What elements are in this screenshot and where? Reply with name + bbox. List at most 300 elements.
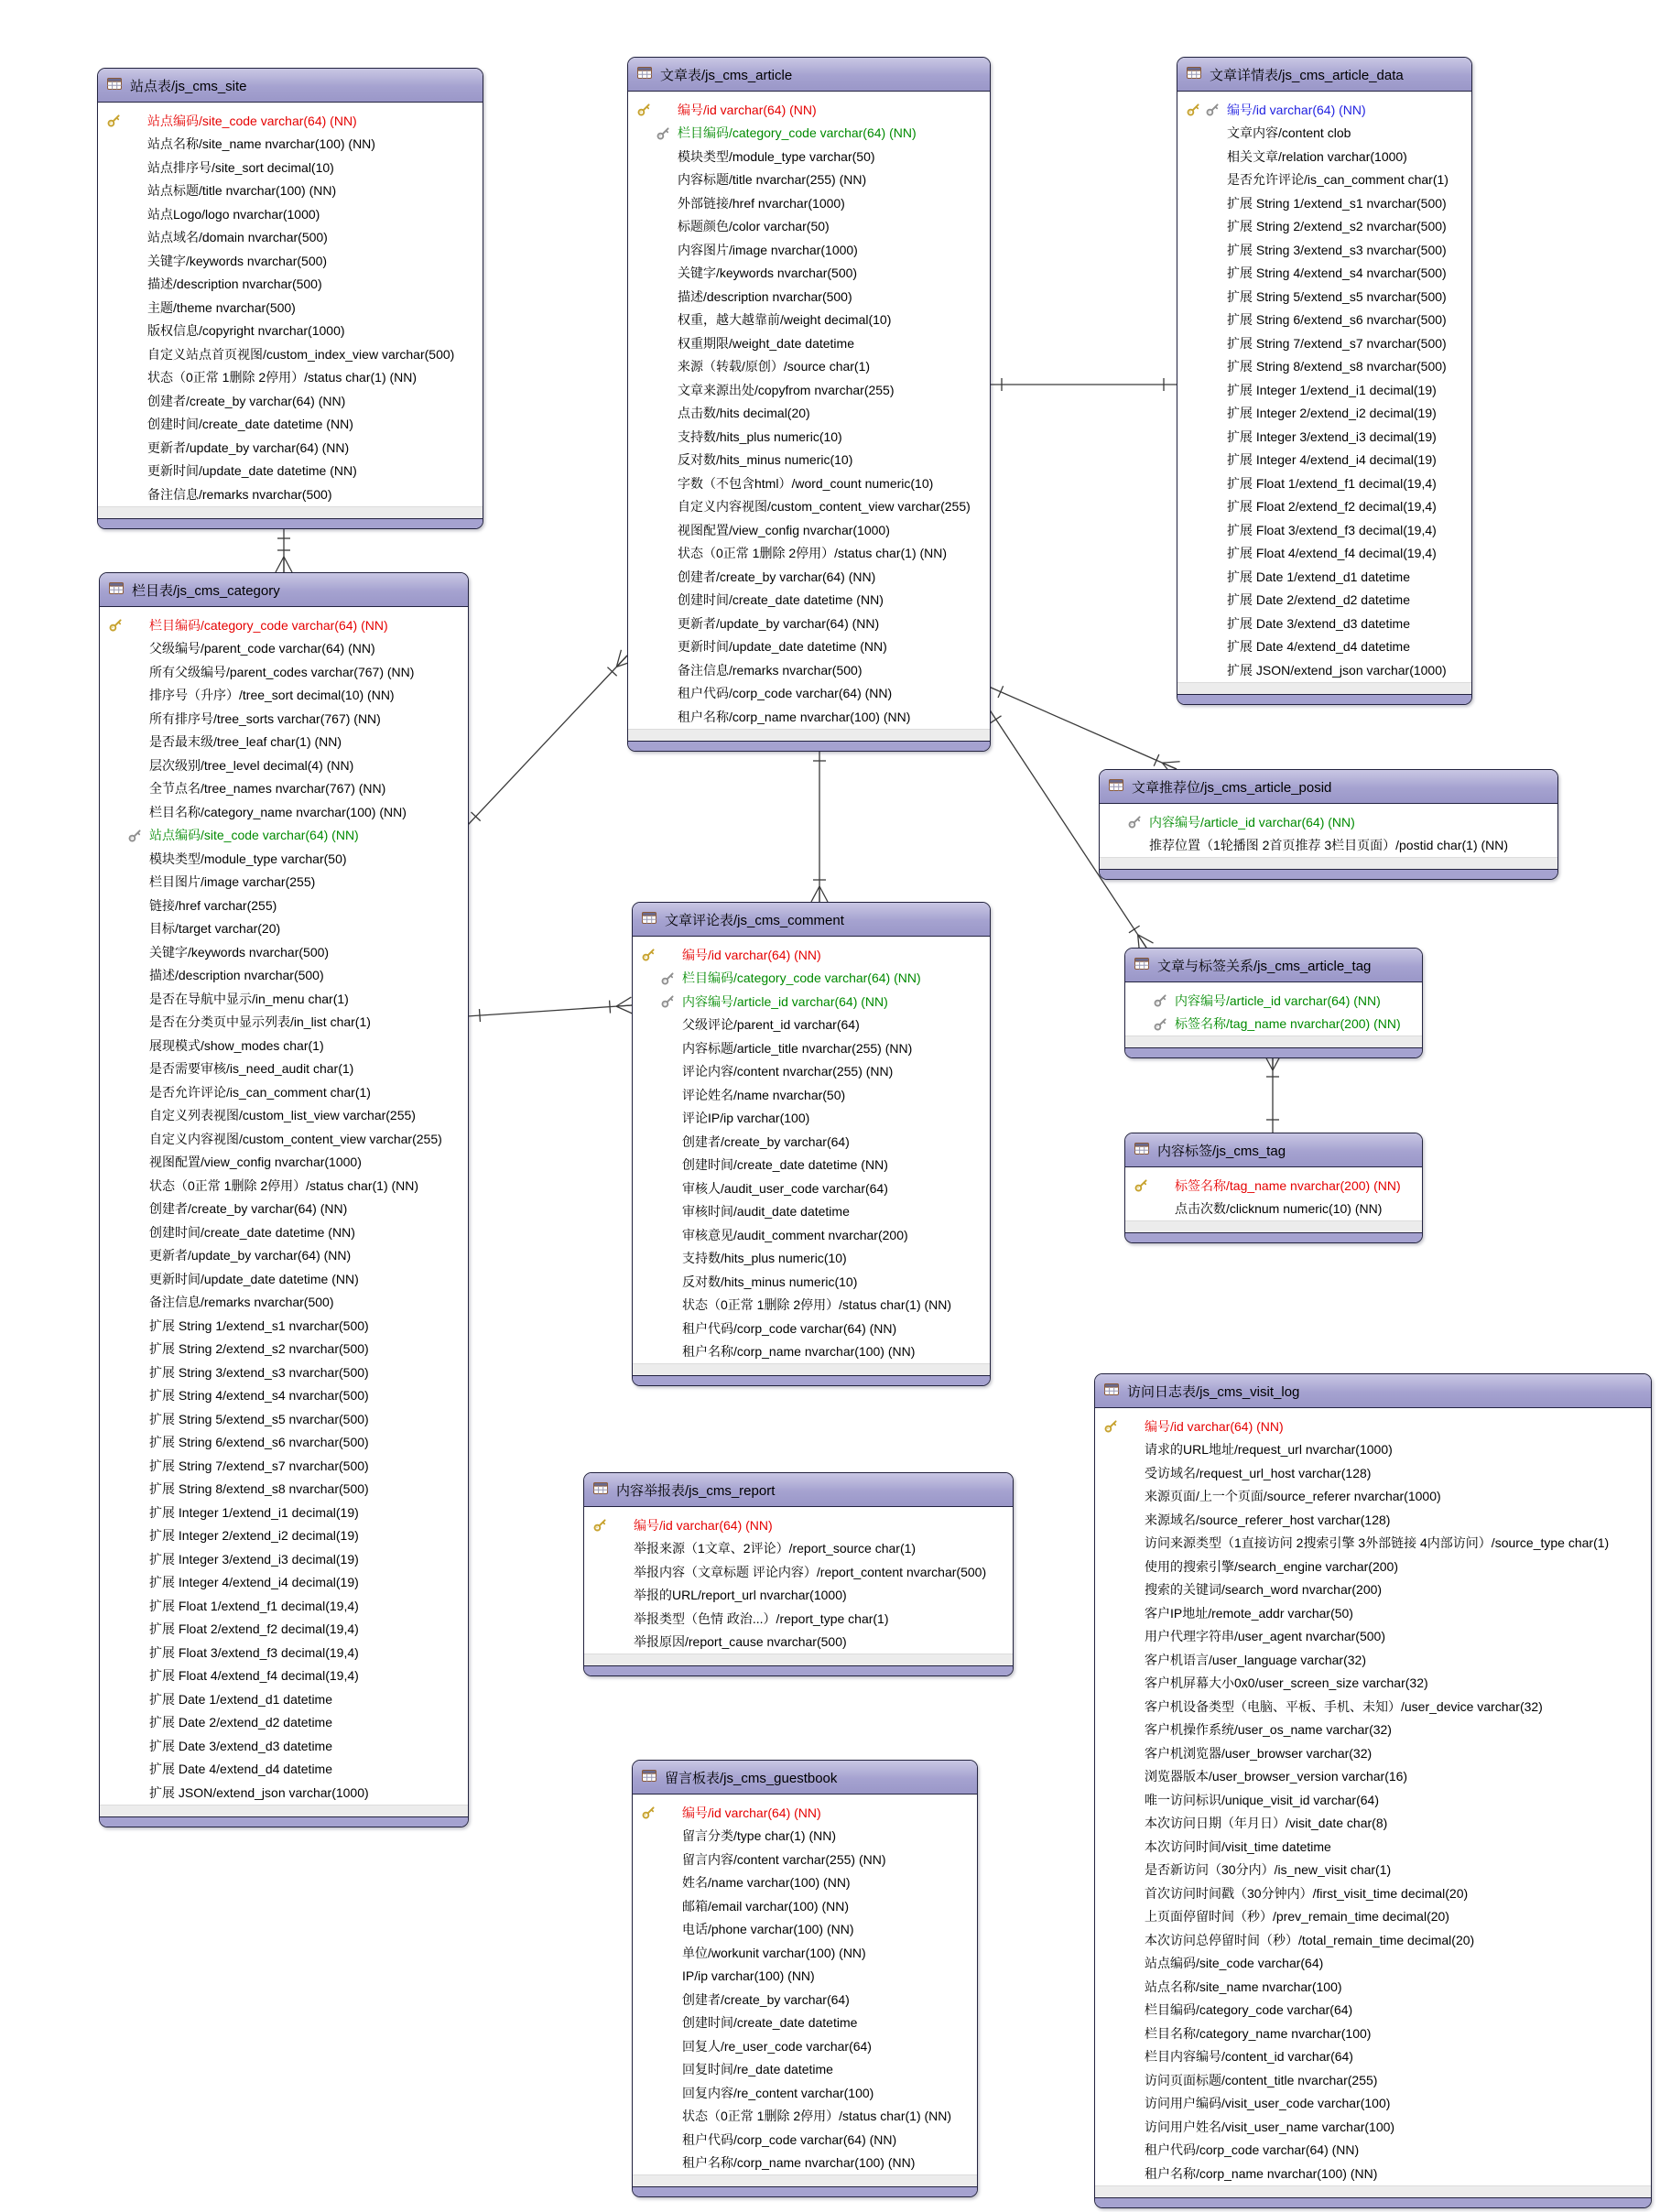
field-row[interactable]	[1095, 1719, 1651, 1742]
key-indicator-cell	[100, 1151, 149, 1175]
field-row[interactable]	[98, 366, 483, 390]
table-header-category[interactable]	[100, 573, 468, 607]
key-indicator-cell	[633, 1107, 682, 1131]
key-indicator-cell	[628, 285, 678, 309]
field-row[interactable]	[628, 425, 990, 449]
field-row[interactable]	[628, 705, 990, 729]
field-row[interactable]	[1177, 98, 1471, 122]
table-field-list	[1125, 1167, 1422, 1220]
field-row[interactable]	[633, 1871, 977, 1895]
field-row[interactable]	[628, 495, 990, 519]
field-row[interactable]	[1177, 635, 1471, 659]
key-indicator-cell	[1177, 98, 1227, 122]
field-row[interactable]	[100, 1454, 468, 1478]
field-row[interactable]	[1095, 1835, 1651, 1859]
field-row[interactable]	[633, 1340, 990, 1364]
field-row[interactable]	[628, 612, 990, 635]
key-indicator-cell	[633, 2011, 682, 2035]
key-indicator-cell	[1095, 1788, 1145, 1812]
field-row[interactable]	[100, 1174, 468, 1198]
field-label: 更新者/update_by varchar(64) (NN)	[147, 439, 350, 455]
key-indicator-cell	[1177, 285, 1227, 309]
field-row[interactable]	[1177, 612, 1471, 635]
field-label: 创建时间/create_date datetime (NN)	[147, 417, 353, 432]
key-indicator-cell	[633, 1154, 682, 1177]
field-row[interactable]	[98, 226, 483, 250]
field-row[interactable]	[1177, 658, 1471, 682]
field-label: 关键字/keywords nvarchar(500)	[678, 266, 858, 281]
field-row[interactable]	[628, 542, 990, 566]
field-row[interactable]	[100, 964, 468, 988]
field-row[interactable]	[633, 2081, 977, 2105]
field-row[interactable]	[633, 2034, 977, 2058]
field-row[interactable]	[1100, 810, 1557, 834]
key-indicator-cell	[98, 483, 147, 506]
key-indicator-cell	[100, 731, 149, 754]
field-row[interactable]	[100, 1080, 468, 1104]
field-row[interactable]	[100, 1384, 468, 1408]
field-row[interactable]	[98, 179, 483, 203]
entity-table-visit_log[interactable]	[1094, 1373, 1652, 2208]
field-row[interactable]	[1095, 1601, 1651, 1625]
field-label: 层次级别/tree_level decimal(4) (NN)	[149, 757, 354, 773]
table-title: 文章表/js_cms_article	[660, 67, 793, 83]
field-row[interactable]	[100, 824, 468, 848]
key-indicator-cell	[628, 682, 678, 706]
field-row[interactable]	[1177, 518, 1471, 542]
field-row[interactable]	[98, 320, 483, 343]
field-label: 扩展 String 4/extend_s4 nvarchar(500)	[1227, 266, 1447, 281]
field-row[interactable]	[1095, 2162, 1651, 2185]
field-row[interactable]	[633, 1294, 990, 1317]
field-label: 扩展 JSON/extend_json varchar(1000)	[149, 1784, 369, 1800]
field-row[interactable]	[628, 238, 990, 262]
field-label: 扩展 Float 1/extend_f1 decimal(19,4)	[1227, 475, 1437, 491]
table-footer-scroll-area	[584, 1654, 1013, 1665]
field-row[interactable]	[633, 1918, 977, 1942]
field-row[interactable]	[633, 1130, 990, 1154]
field-row[interactable]	[100, 1501, 468, 1524]
field-label: 扩展 JSON/extend_json varchar(1000)	[1227, 662, 1447, 678]
key-indicator-cell	[98, 413, 147, 437]
field-label: 站点排序号/site_sort decimal(10)	[147, 159, 334, 175]
field-row[interactable]	[98, 273, 483, 297]
field-row[interactable]	[1177, 145, 1471, 168]
field-row[interactable]	[633, 1154, 990, 1177]
field-row[interactable]	[100, 1361, 468, 1384]
field-row[interactable]	[100, 1641, 468, 1664]
field-row[interactable]	[1177, 472, 1471, 495]
field-row[interactable]	[633, 990, 990, 1014]
key-indicator-cell	[633, 1247, 682, 1271]
field-row[interactable]	[100, 1267, 468, 1291]
field-row[interactable]	[628, 98, 990, 122]
key-indicator-cell	[1095, 1719, 1145, 1742]
field-row[interactable]	[584, 1631, 1013, 1654]
field-row[interactable]	[628, 145, 990, 168]
field-row[interactable]	[1177, 285, 1471, 309]
field-row[interactable]	[1095, 1788, 1651, 1812]
relationship-site-to-category	[276, 526, 292, 572]
field-label: 备注信息/remarks nvarchar(500)	[149, 1295, 334, 1310]
field-row[interactable]	[633, 2128, 977, 2152]
field-row[interactable]	[98, 109, 483, 133]
field-row[interactable]	[633, 1200, 990, 1224]
table-footer-scroll-area	[1125, 1036, 1422, 1047]
field-label: 更新时间/update_date datetime (NN)	[149, 1271, 359, 1286]
field-row[interactable]	[633, 1223, 990, 1247]
field-row[interactable]	[100, 1151, 468, 1175]
field-row[interactable]	[633, 1036, 990, 1060]
key-indicator-cell	[1100, 834, 1149, 858]
field-row[interactable]	[1177, 262, 1471, 286]
table-header-article[interactable]	[628, 58, 990, 92]
entity-table-report[interactable]	[583, 1472, 1014, 1676]
key-indicator-cell	[98, 179, 147, 203]
field-row[interactable]	[1095, 1648, 1651, 1672]
key-indicator-cell	[100, 754, 149, 777]
table-title: 文章推荐位/js_cms_article_posid	[1132, 779, 1332, 796]
field-row[interactable]	[1177, 238, 1471, 262]
field-row[interactable]	[100, 1244, 468, 1268]
field-row[interactable]	[633, 1825, 977, 1849]
field-label: 视图配置/view_config nvarchar(1000)	[149, 1155, 362, 1170]
field-row[interactable]	[1177, 589, 1471, 613]
field-row[interactable]	[100, 1127, 468, 1151]
field-row[interactable]	[1095, 1812, 1651, 1836]
field-row[interactable]	[633, 1083, 990, 1107]
key-indicator-cell	[100, 1104, 149, 1128]
field-row[interactable]	[1095, 1859, 1651, 1882]
field-row[interactable]	[1095, 1438, 1651, 1462]
field-row[interactable]	[100, 637, 468, 661]
field-row[interactable]	[1177, 449, 1471, 472]
key-indicator-cell	[633, 990, 682, 1014]
entity-table-article_data[interactable]	[1177, 57, 1472, 705]
field-row[interactable]	[633, 2105, 977, 2129]
key-indicator-cell	[100, 1220, 149, 1244]
key-indicator-cell	[628, 262, 678, 286]
field-row[interactable]	[633, 1848, 977, 1871]
key-indicator-cell	[1095, 2162, 1145, 2185]
key-indicator-cell	[100, 1618, 149, 1642]
field-row[interactable]	[633, 2058, 977, 2082]
field-row[interactable]	[584, 1513, 1013, 1537]
field-row[interactable]	[98, 156, 483, 179]
field-row[interactable]	[1095, 1952, 1651, 1976]
field-row[interactable]	[100, 1104, 468, 1128]
field-row[interactable]	[100, 1664, 468, 1688]
field-row[interactable]	[1095, 1578, 1651, 1602]
field-row[interactable]	[1095, 2115, 1651, 2139]
entity-table-site[interactable]	[97, 68, 483, 529]
field-row[interactable]	[100, 800, 468, 824]
key-indicator-cell	[1095, 2115, 1145, 2139]
field-row[interactable]	[628, 589, 990, 613]
field-row[interactable]	[1095, 2139, 1651, 2163]
field-row[interactable]	[628, 355, 990, 379]
field-row[interactable]	[1125, 989, 1422, 1013]
field-row[interactable]	[100, 1618, 468, 1642]
key-indicator-cell	[633, 1317, 682, 1340]
field-row[interactable]	[1095, 1555, 1651, 1578]
field-row[interactable]	[633, 1988, 977, 2011]
field-row[interactable]	[100, 894, 468, 917]
table-header-report[interactable]	[584, 1473, 1013, 1507]
primary-key-icon	[642, 948, 656, 964]
table-header-article_tag[interactable]	[1125, 949, 1422, 982]
entity-table-article_tag[interactable]	[1124, 948, 1423, 1058]
field-row[interactable]	[1095, 1485, 1651, 1509]
table-header-article_data[interactable]	[1177, 58, 1471, 92]
field-row[interactable]	[628, 285, 990, 309]
field-row[interactable]	[633, 1317, 990, 1340]
table-title: 留言板表/js_cms_guestbook	[665, 1770, 838, 1786]
field-row[interactable]	[100, 1011, 468, 1035]
field-row[interactable]	[1177, 402, 1471, 426]
field-row[interactable]	[1177, 331, 1471, 355]
table-header-comment[interactable]	[633, 903, 990, 937]
table-field-list	[633, 937, 990, 1363]
key-indicator-cell	[1177, 472, 1227, 495]
field-row[interactable]	[100, 1431, 468, 1455]
key-indicator-cell	[1095, 1975, 1145, 1999]
primary-key-icon	[109, 618, 123, 634]
field-label: 视图配置/view_config nvarchar(1000)	[678, 522, 890, 537]
field-row[interactable]	[1095, 2045, 1651, 2069]
field-row[interactable]	[100, 1547, 468, 1571]
field-row[interactable]	[633, 2152, 977, 2175]
entity-table-category[interactable]	[99, 572, 469, 1827]
field-row[interactable]	[1177, 191, 1471, 215]
field-row[interactable]	[98, 483, 483, 506]
field-row[interactable]	[100, 1734, 468, 1758]
field-label: 评论IP/ip varchar(100)	[682, 1111, 810, 1126]
table-header-article_posid[interactable]	[1100, 770, 1557, 804]
field-label: 扩展 Float 3/extend_f3 decimal(19,4)	[149, 1644, 359, 1660]
field-row[interactable]	[98, 249, 483, 273]
field-row[interactable]	[100, 754, 468, 777]
field-row[interactable]	[98, 342, 483, 366]
field-row[interactable]	[1177, 355, 1471, 379]
field-row[interactable]	[628, 518, 990, 542]
field-row[interactable]	[1095, 2068, 1651, 2092]
field-label: 租户代码/corp_code varchar(64) (NN)	[682, 1320, 897, 1336]
field-row[interactable]	[633, 1941, 977, 1965]
field-row[interactable]	[100, 1687, 468, 1711]
field-row[interactable]	[628, 378, 990, 402]
field-row[interactable]	[100, 660, 468, 684]
field-row[interactable]	[633, 1247, 990, 1271]
field-row[interactable]	[1095, 1975, 1651, 1999]
field-row[interactable]	[628, 635, 990, 659]
field-row[interactable]	[100, 1758, 468, 1782]
key-indicator-cell	[633, 2081, 682, 2105]
field-row[interactable]	[628, 472, 990, 495]
field-row[interactable]	[633, 2011, 977, 2035]
field-row[interactable]	[628, 331, 990, 355]
field-row[interactable]	[1095, 1415, 1651, 1438]
field-row[interactable]	[1177, 168, 1471, 192]
field-row[interactable]	[1177, 309, 1471, 332]
entity-table-comment[interactable]	[632, 902, 991, 1386]
field-row[interactable]	[628, 309, 990, 332]
field-row[interactable]	[1125, 1013, 1422, 1036]
field-row[interactable]	[100, 1034, 468, 1057]
field-row[interactable]	[628, 658, 990, 682]
key-indicator-cell	[100, 894, 149, 917]
field-label: 描述/description nvarchar(500)	[678, 288, 852, 304]
field-row[interactable]	[100, 1291, 468, 1315]
field-row[interactable]	[1125, 1174, 1422, 1198]
entity-table-tag[interactable]	[1124, 1133, 1423, 1243]
field-row[interactable]	[1177, 542, 1471, 566]
field-row[interactable]	[100, 731, 468, 754]
field-row[interactable]	[1095, 1508, 1651, 1532]
field-row[interactable]	[1095, 1532, 1651, 1556]
field-row[interactable]	[633, 1965, 977, 1989]
field-label: 状态（0正常 1删除 2停用）/status char(1) (NN)	[678, 546, 948, 561]
field-row[interactable]	[633, 1801, 977, 1825]
field-row[interactable]	[100, 871, 468, 895]
field-row[interactable]	[633, 1060, 990, 1084]
field-row[interactable]	[100, 1478, 468, 1502]
field-row[interactable]	[100, 847, 468, 871]
field-row[interactable]	[100, 987, 468, 1011]
field-row[interactable]	[100, 1057, 468, 1081]
field-row[interactable]	[628, 122, 990, 146]
field-row[interactable]	[633, 1107, 990, 1131]
field-row[interactable]	[1177, 495, 1471, 519]
field-label: 举报类型（色情 政治...）/report_type char(1)	[634, 1610, 889, 1626]
field-row[interactable]	[98, 460, 483, 483]
key-indicator-cell	[1095, 1741, 1145, 1765]
field-label: 描述/description nvarchar(500)	[149, 968, 324, 983]
table-field-list	[100, 607, 468, 1805]
field-row[interactable]	[1095, 1461, 1651, 1485]
field-row[interactable]	[1177, 215, 1471, 239]
field-row[interactable]	[628, 262, 990, 286]
field-row[interactable]	[100, 613, 468, 637]
field-row[interactable]	[628, 565, 990, 589]
field-row[interactable]	[633, 967, 990, 991]
table-header-guestbook[interactable]	[633, 1761, 977, 1795]
field-row[interactable]	[584, 1607, 1013, 1631]
field-row[interactable]	[98, 389, 483, 413]
field-label: 编号/id varchar(64) (NN)	[678, 102, 817, 117]
field-row[interactable]	[584, 1537, 1013, 1561]
field-row[interactable]	[100, 707, 468, 731]
field-row[interactable]	[100, 1338, 468, 1361]
primary-key-icon	[1187, 103, 1200, 119]
field-row[interactable]	[1125, 1198, 1422, 1221]
field-row[interactable]	[98, 296, 483, 320]
key-indicator-cell	[1177, 612, 1227, 635]
key-indicator-cell	[1125, 1198, 1175, 1221]
field-row[interactable]	[633, 1270, 990, 1294]
field-row[interactable]	[100, 1220, 468, 1244]
field-label: 扩展 String 2/extend_s2 nvarchar(500)	[1227, 219, 1447, 234]
field-row[interactable]	[628, 168, 990, 192]
field-row[interactable]	[100, 1594, 468, 1618]
entity-table-article_posid[interactable]	[1099, 769, 1558, 880]
field-row[interactable]	[633, 1176, 990, 1200]
field-row[interactable]	[1177, 565, 1471, 589]
field-row[interactable]	[584, 1560, 1013, 1584]
field-row[interactable]	[628, 449, 990, 472]
field-row[interactable]	[100, 1711, 468, 1735]
field-row[interactable]	[628, 191, 990, 215]
field-label: 举报原因/report_cause nvarchar(500)	[634, 1634, 847, 1650]
field-row[interactable]	[1095, 1999, 1651, 2022]
field-label: 内容编号/article_id varchar(64) (NN)	[1149, 814, 1355, 830]
field-row[interactable]	[100, 684, 468, 708]
field-row[interactable]	[1177, 378, 1471, 402]
key-indicator-cell	[98, 320, 147, 343]
field-row[interactable]	[1095, 1765, 1651, 1789]
field-row[interactable]	[1095, 2022, 1651, 2045]
field-row[interactable]	[1095, 1695, 1651, 1719]
field-row[interactable]	[1095, 1905, 1651, 1929]
field-row[interactable]	[1095, 1672, 1651, 1696]
field-row[interactable]	[1177, 425, 1471, 449]
field-row[interactable]	[633, 943, 990, 967]
field-row[interactable]	[628, 402, 990, 426]
field-row[interactable]	[100, 1407, 468, 1431]
field-row[interactable]	[100, 940, 468, 964]
entity-table-guestbook[interactable]	[632, 1760, 978, 2197]
field-label: 站点名称/site_name nvarchar(100)	[1145, 1979, 1342, 1994]
field-row[interactable]	[100, 1524, 468, 1548]
table-header-visit_log[interactable]	[1095, 1374, 1651, 1408]
field-label: 扩展 String 8/extend_s8 nvarchar(500)	[1227, 359, 1447, 374]
field-row[interactable]	[100, 917, 468, 941]
field-row[interactable]	[1177, 122, 1471, 146]
field-row[interactable]	[100, 1314, 468, 1338]
table-header-tag[interactable]	[1125, 1133, 1422, 1167]
field-row[interactable]	[1095, 1928, 1651, 1952]
field-row[interactable]	[98, 133, 483, 157]
field-row[interactable]	[628, 682, 990, 706]
table-title: 文章评论表/js_cms_comment	[665, 912, 844, 928]
field-row[interactable]	[1095, 1741, 1651, 1765]
field-label: 留言分类/type char(1) (NN)	[682, 1828, 837, 1844]
field-row[interactable]	[584, 1584, 1013, 1608]
key-indicator-cell	[100, 987, 149, 1011]
key-indicator-cell	[628, 495, 678, 519]
field-row[interactable]	[100, 1781, 468, 1805]
field-row[interactable]	[100, 1571, 468, 1595]
field-row[interactable]	[628, 215, 990, 239]
entity-table-article[interactable]	[627, 57, 991, 752]
field-row[interactable]	[100, 777, 468, 801]
field-label: 扩展 Integer 2/extend_i2 decimal(19)	[1227, 406, 1437, 421]
field-row[interactable]	[1100, 834, 1557, 858]
field-row[interactable]	[633, 1894, 977, 1918]
field-row[interactable]	[98, 413, 483, 437]
field-row[interactable]	[1095, 1625, 1651, 1649]
key-indicator-cell	[633, 2058, 682, 2082]
field-row[interactable]	[98, 436, 483, 460]
field-row[interactable]	[633, 1014, 990, 1037]
key-indicator-cell	[633, 1988, 682, 2011]
field-row[interactable]	[1095, 2092, 1651, 2116]
field-row[interactable]	[98, 202, 483, 226]
key-indicator-cell	[628, 449, 678, 472]
field-row[interactable]	[100, 1198, 468, 1221]
table-header-site[interactable]	[98, 69, 483, 103]
field-row[interactable]	[1095, 1881, 1651, 1905]
